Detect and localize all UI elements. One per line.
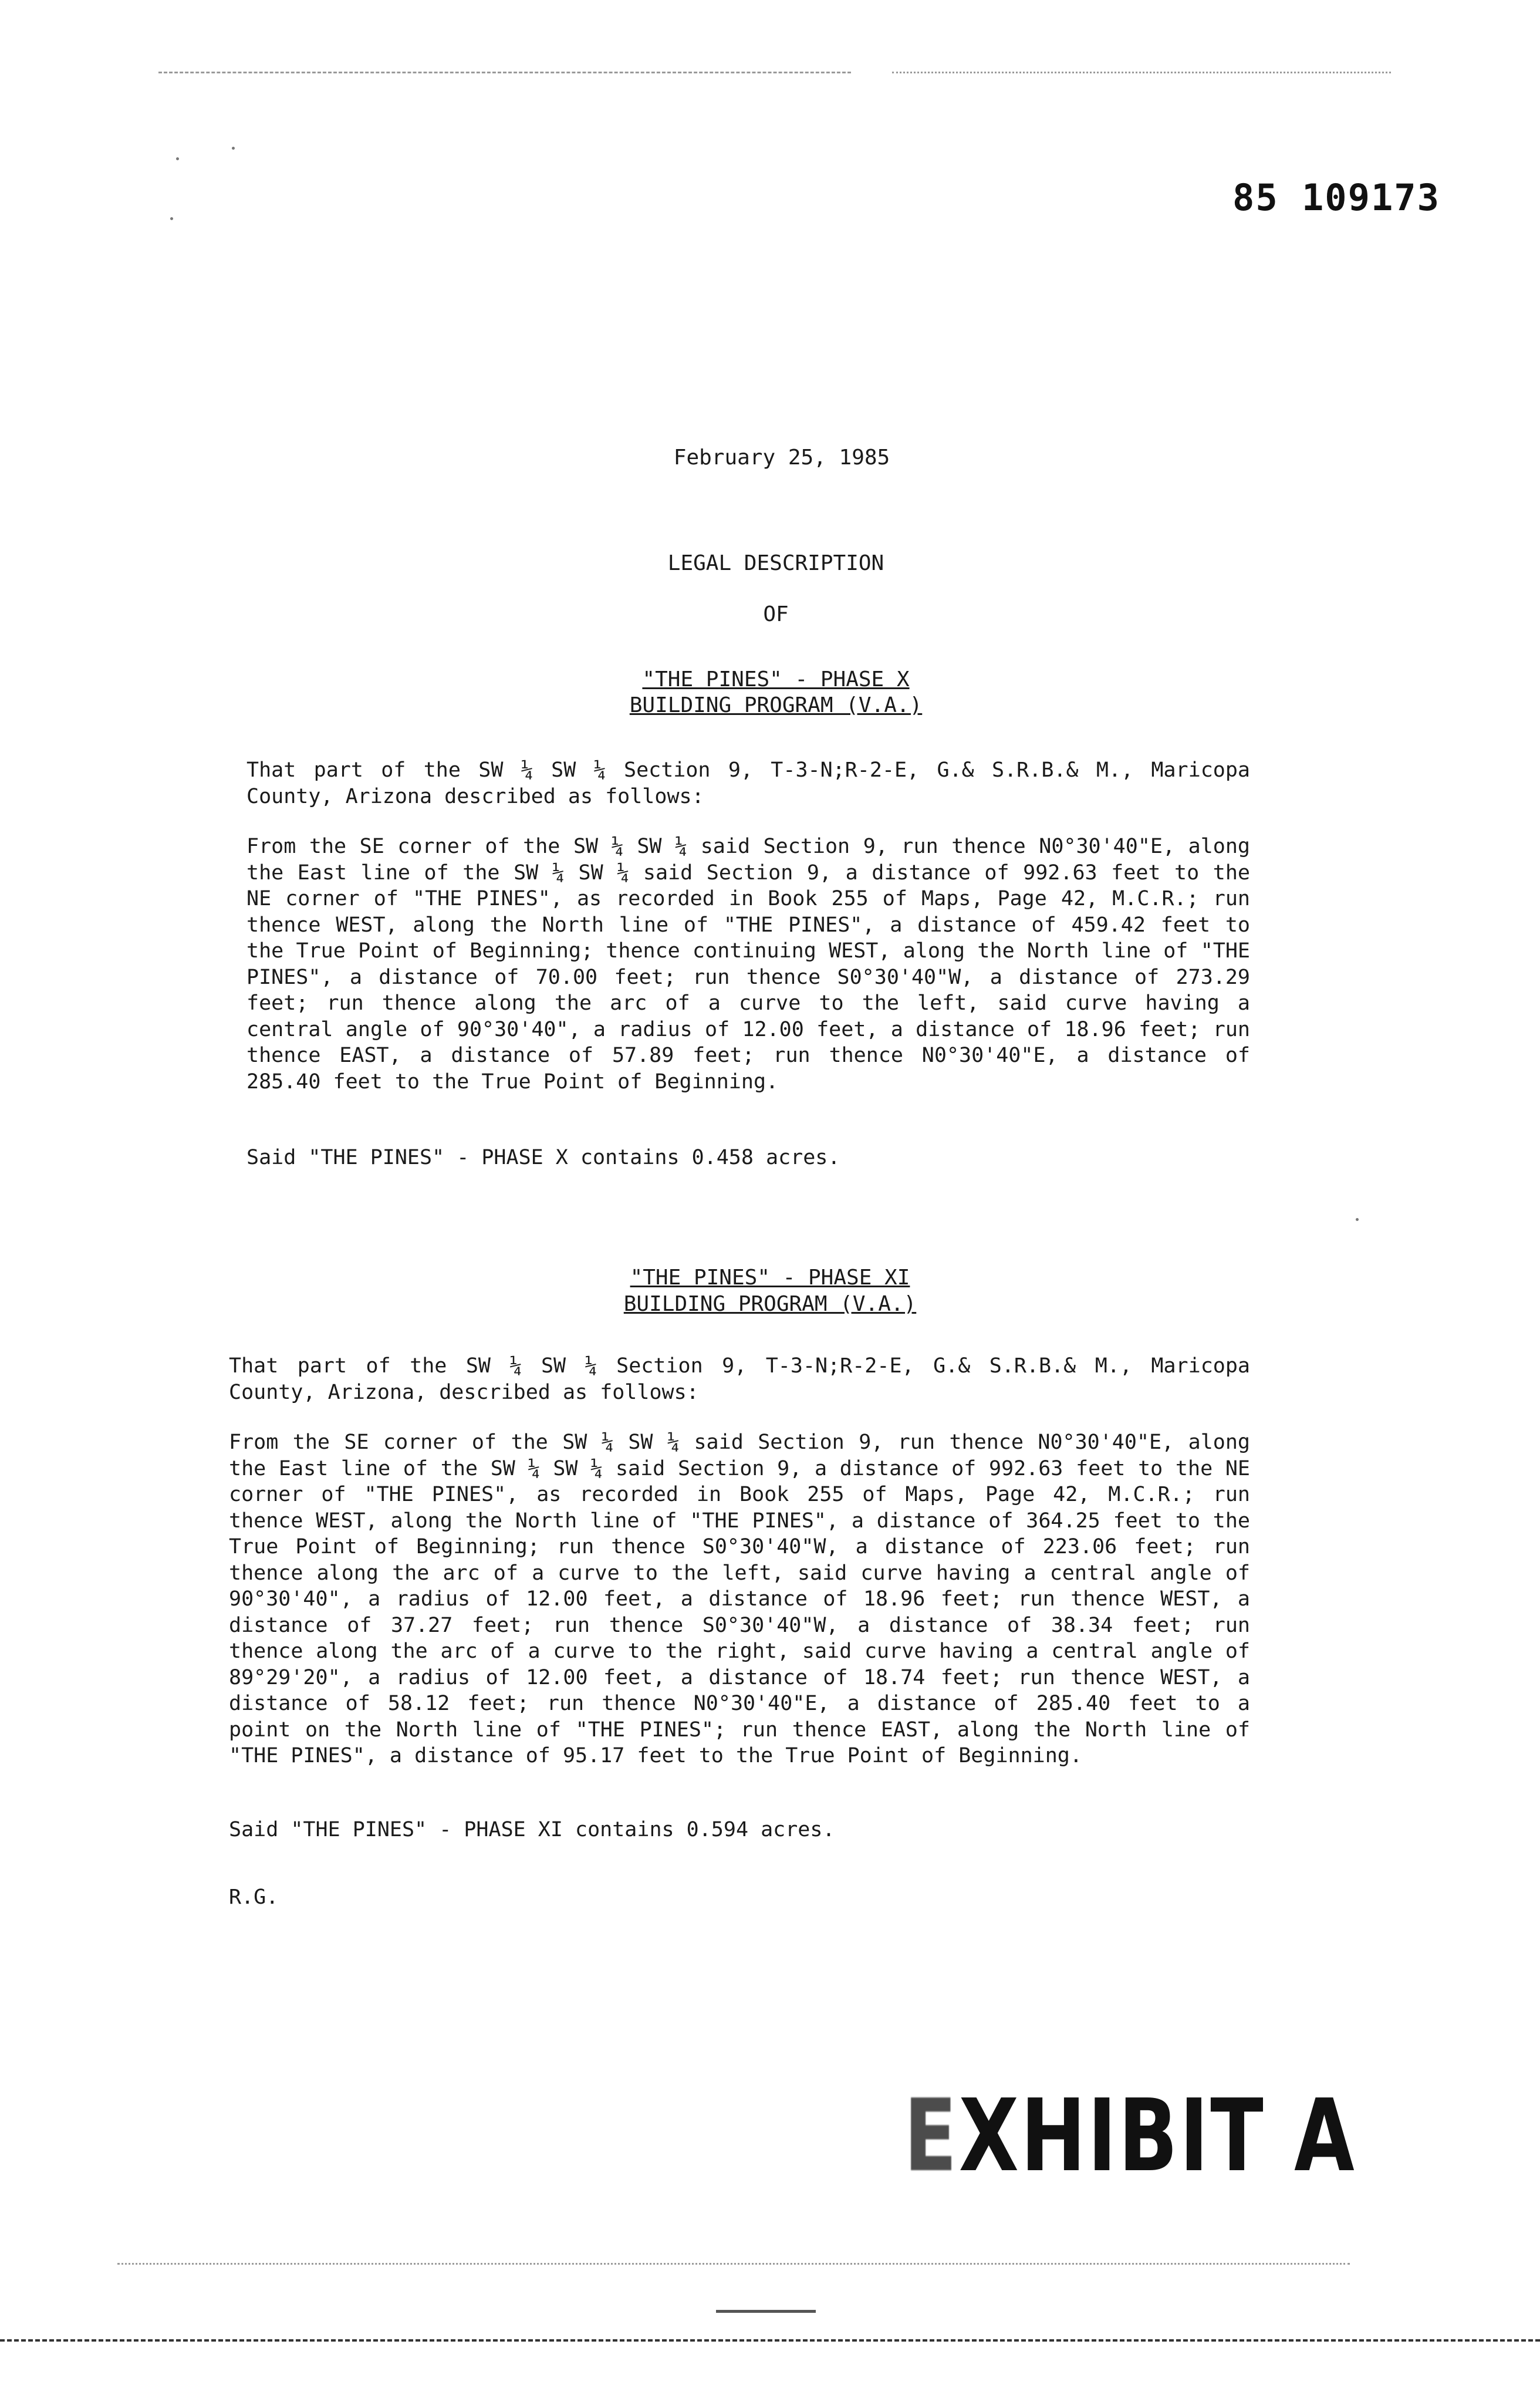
date: February 25, 1985 [673,446,890,470]
phase-xi-heading [0,1265,1540,1291]
phase-xi-description: From the SE corner of the SW ¼ SW ¼ said Section 9, run thence N0°30'40"E, along the East line of the SW ¼ SW ¼ said Section 9, a distance of 992.63 feet to the NE corner of "THE PINES", as recorded in Book 255 of Maps, Page 42, M.C.R.; run thence WEST, along the North line of "THE PINES", a distance of 364.25 feet to the True Point of Beginning; run thence S0°30'40"W, a distance of 223.06 feet; run thence along the arc of a curve to the left, said curve having a central angle of 90°30'40", a radius of 12.00 feet, a distance of 18.96 feet; run thence WEST, a distance of 37.27 feet; run thence S0°30'40"W, a distance of 38.34 feet; run thence along the arc of a curve to the right, said curve having a central angle of 89°29'20", a radius of 12.00 feet, a distance of 18.74 feet; run thence WEST, a distance of 58.12 feet; run thence N0°30'40"E, a distance of 285.40 feet to a point on the North line of "THE PINES"; run thence EAST, along the North line of "THE PINES", a distance of 95.17 feet to the True Point of Beginning. [229,1431,1250,1767]
phase-x-heading-line-2: BUILDING PROGRAM (V.A.) [629,693,923,717]
phase-xi-heading-line-1: "THE PINES" - PHASE XI [630,1266,910,1290]
phase-xi-heading-line-2: BUILDING PROGRAM (V.A.) [623,1292,917,1316]
exhibit-stamp-text: XHIBIT A [958,2078,1356,2194]
phase-x-description: From the SE corner of the SW ¼ SW ¼ said Section 9, run thence N0°30'40"E, along the East line of the SW ¼ SW ¼ said Section 9, a distance of 992.63 feet to the NE corner of "THE PINES", as recorded in Book 255 of Maps, Page 42, M.C.R.; run thence WEST, along the North line of "THE PINES", a distance of 459.42 feet to the True Point of Beginning; thence continuing WEST, along the North line of "THE PINES", a distance of 70.00 feet; run thence S0°30'40"W, a distance of 273.29 feet; run thence along the arc of a curve to the left, said curve having a central angle of 90°30'40", a radius of 12.00 feet, a distance of 18.96 feet; run thence EAST, a distance of 57.89 feet; run thence N0°30'40"E, a distance of 285.40 feet to the True Point of Beginning. [246,835,1250,1094]
initials: R.G. [229,1885,279,1909]
scan-speck [176,157,179,160]
phase-x-heading-line-1: "THE PINES" - PHASE X [642,667,910,691]
title-line-2: OF [763,602,789,626]
phase-x-subheading [0,693,1540,718]
scan-artifact-bottom [716,2310,816,2313]
phase-xi-summary: Said "THE PINES" - PHASE XI contains 0.594 acres. [229,1818,835,1841]
scan-speck [1356,1218,1359,1221]
phase-xi-subheading [0,1291,1540,1317]
exhibit-stamp-prefix: E [904,2078,959,2194]
phase-x-heading [0,667,1540,693]
scan-speck [232,147,235,150]
scan-artifact-top [158,72,851,73]
phase-xi-intro: That part of the SW ¼ SW ¼ Section 9, T-3-N;R-2-E, G.& S.R.B.& M., Maricopa County, Arizona, described as follows: [229,1354,1250,1404]
phase-x-intro: That part of the SW ¼ SW ¼ Section 9, T-3-N;R-2-E, G.& S.R.B.& M., Maricopa County, Arizona described as follows: [246,758,1250,808]
title-line-1: LEGAL DESCRIPTION [667,551,884,575]
phase-x-summary: Said "THE PINES" - PHASE X contains 0.458 acres. [246,1146,840,1169]
scan-speck [170,217,173,220]
scan-artifact-bottom [117,2263,1350,2265]
document-number: 85 109173 [1232,176,1440,219]
exhibit-stamp [904,2078,1356,2194]
scan-artifact-top [892,72,1391,73]
scan-artifact-bottom [0,2339,1540,2342]
